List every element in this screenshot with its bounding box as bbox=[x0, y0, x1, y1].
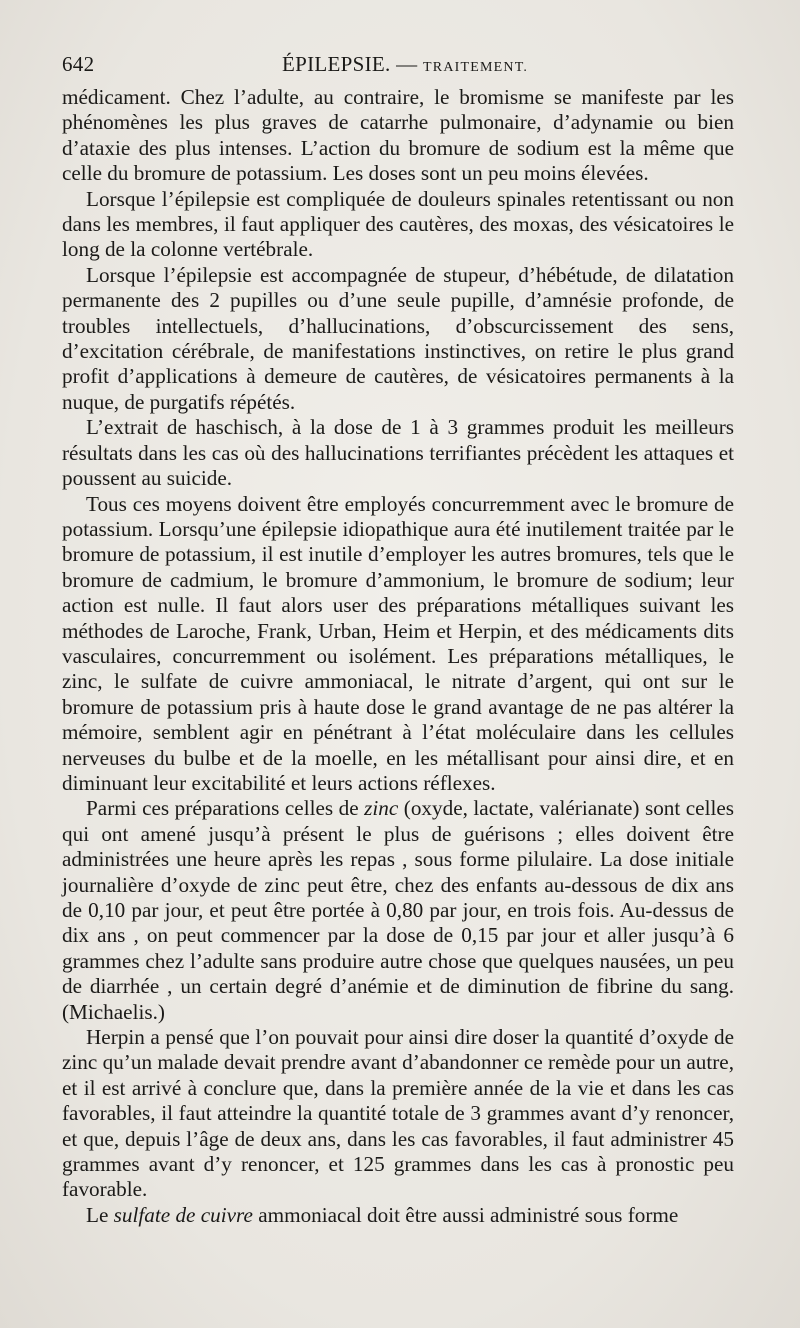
copper-lead: Le bbox=[86, 1202, 114, 1227]
paragraph-herpin: Herpin a pensé que l’on pouvait pour ainsi dire doser la quantité d’oxyde de zinc qu’un malade devait prendre avant d’abandonner ce remède pour un autre, et il est arrivé à conclure que, dans la première année de la vie et dans les cas favorables, il faut atteindre la quantité totale de 3 grammes avant d’y renoncer, et que, depuis l’âge de deux ans, dans les cas favorables, il faut administrer 45 grammes avant d’y renoncer, et 125 grammes dans les cas à pronostic peu favorable. bbox=[62, 1025, 734, 1202]
zinc-lead: Parmi ces préparations celles de bbox=[86, 796, 365, 821]
paragraph-haschisch: L’extrait de haschisch, à la dose de 1 à 3 grammes produit les meilleurs résultats dans les cas où des hallucinations terrifiantes précèdent les attaques et poussent au suicide. bbox=[62, 415, 734, 491]
running-title bbox=[282, 52, 528, 77]
chapter-title: ÉPILEPSIE. bbox=[282, 52, 391, 76]
paragraph-stupor: Lorsque l’épilepsie est accompagnée de stupeur, d’hébétude, de dilatation permanente des 2 pupilles ou d’une seule pupille, d’amnésie profonde, de troubles intellectuels, d’hallucinations, d’obscurcissement des sens, d’excitation cérébrale, de manifestations instinctives, on retire le plus grand profit d’applications à demeure de cautères, de vésicatoires permanents à la nuque, de purgatifs répétés. bbox=[62, 262, 734, 414]
paragraph-concurrent-means: Tous ces moyens doivent être employés concurremment avec le bromure de potassium. Lorsqu’une épilepsie idiopathique aura été inutilement traitée par le bromure de potassium, il est inutile d’employer les autres bromures, tels que le bromure de cadmium, le bromure d’ammonium, le bromure de sodium; leur action est nulle. Il faut alors user des préparations métalliques suivant les méthodes de Laroche, Frank, Urban, Heim et Herpin, et des médicaments dits vasculaires, concurremment ou isolément. Les préparations métalliques, le zinc, le sulfate de cuivre ammoniacal, le nitrate d’argent, qui ont sur le bromure de potassium pris à haute dose le grand avantage de ne pas altérer la mémoire, semblent agir en pénétrant à l’état moléculaire dans les cellules nerveuses du bulbe et de la moelle, en les métallisant pour ainsi dire, et en diminuant leur excitabilité et leurs actions réflexes. bbox=[62, 491, 734, 795]
copper-emphasis: sulfate de cuivre bbox=[113, 1202, 253, 1227]
paragraph-spinal-pain: Lorsque l’épilepsie est compliquée de douleurs spinales retentissant ou non dans les membres, il faut appliquer des cautères, des moxas, des vésicatoires le long de la colonne vertébrale. bbox=[62, 186, 734, 262]
section-title: TRAITEMENT. bbox=[423, 60, 529, 75]
copper-rest: ammoniacal doit être aussi administré sous forme bbox=[252, 1202, 679, 1227]
zinc-emphasis: zinc bbox=[364, 796, 399, 821]
body-text bbox=[62, 85, 734, 1228]
paragraph-zinc bbox=[62, 796, 734, 1025]
paragraph-copper-sulfate bbox=[62, 1203, 734, 1228]
paragraph-bromism: médicament. Chez l’adulte, au contraire, le bromisme se manifeste par les phénomènes les plus graves de catarrhe pulmonaire, d’adynamie ou bien d’ataxie des plus intenses. L’action du bromure de sodium est la même que celle du bromure de potassium. Les doses sont un peu moins élevées. bbox=[62, 85, 734, 186]
zinc-rest: (oxyde, lactate, valérianate) sont celles qui ont amené jusqu’à présent le plus de guérisons ; elles doivent être administrées une heure après les repas , sous forme pilulaire. La dose initiale journalière d’oxyde de zinc peut être, chez des enfants au-dessous de dix ans de 0,10 par jour, et peut être portée à 0,80 par jour, en trois fois. Au-dessus de dix ans , on peut commencer par la dose de 0,15 par jour et aller jusqu’à 6 grammes chez l’adulte sans produire autre chose que quelques nausées, un peu de diarrhée , un certain degré d’anémie et de diminution de fibrine du sang. (Michaelis.) bbox=[62, 796, 735, 1024]
page-number: 642 bbox=[62, 52, 95, 76]
title-separator: — bbox=[396, 52, 418, 76]
running-header bbox=[62, 52, 734, 82]
